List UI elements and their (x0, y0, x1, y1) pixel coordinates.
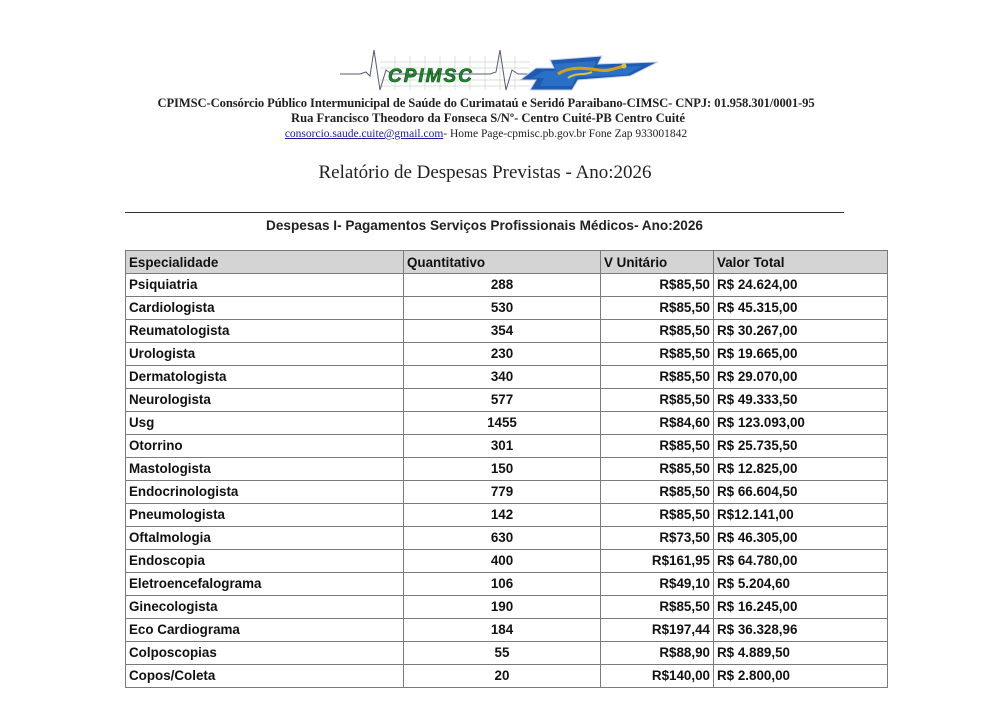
table-row (126, 320, 888, 343)
cell-quantitativo: 288 (404, 274, 601, 297)
cell-especialidade: Endoscopia (126, 550, 404, 573)
column-header-especialidade: Especialidade (126, 251, 404, 274)
table-row (126, 550, 888, 573)
cell-especialidade: Endocrinologista (126, 481, 404, 504)
column-header-valor-total: Valor Total (714, 251, 888, 274)
table-row (126, 297, 888, 320)
cell-v-unitario: R$88,90 (601, 642, 714, 665)
cell-v-unitario: R$49,10 (601, 573, 714, 596)
cell-v-unitario: R$84,60 (601, 412, 714, 435)
cell-especialidade: Reumatologista (126, 320, 404, 343)
cell-valor-total: R$ 12.825,00 (714, 458, 888, 481)
table-row (126, 527, 888, 550)
report-title: Relatório de Despesas Previstas - Ano:2026 (318, 162, 652, 183)
cell-valor-total: R$ 2.800,00 (714, 665, 888, 688)
cell-quantitativo: 142 (404, 504, 601, 527)
cell-quantitativo: 150 (404, 458, 601, 481)
organization-header (0, 95, 1000, 142)
cell-especialidade: Mastologista (126, 458, 404, 481)
cell-quantitativo: 230 (404, 343, 601, 366)
contact-details: - Home Page-cpmisc.pb.gov.br Fone Zap 933001842 (443, 128, 688, 140)
table-row (126, 596, 888, 619)
cell-valor-total: R$ 46.305,00 (714, 527, 888, 550)
cell-v-unitario: R$140,00 (601, 665, 714, 688)
cell-valor-total: R$ 16.245,00 (714, 596, 888, 619)
cell-valor-total: R$ 25.735,50 (714, 435, 888, 458)
table-row (126, 504, 888, 527)
cell-valor-total: R$ 36.328,96 (714, 619, 888, 642)
email-link[interactable]: consorcio.saude.cuite@gmail.com (284, 128, 444, 140)
cell-valor-total: R$12.141,00 (714, 504, 888, 527)
divider (125, 212, 844, 213)
cell-v-unitario: R$85,50 (601, 366, 714, 389)
organization-name: CPIMSC-Consórcio Público Intermunicipal de Saúde do Curimataú e Seridó Paraibano-CIMSC- CNPJ: 01.958.301/0001-95 (157, 96, 815, 110)
cell-quantitativo: 400 (404, 550, 601, 573)
column-header-v-unitario: V Unitário (601, 251, 714, 274)
table-row (126, 619, 888, 642)
organization-contact (0, 126, 986, 142)
cell-especialidade: Neurologista (126, 389, 404, 412)
cell-valor-total: R$ 123.093,00 (714, 412, 888, 435)
cell-v-unitario: R$85,50 (601, 596, 714, 619)
cell-especialidade: Usg (126, 412, 404, 435)
cell-especialidade: Dermatologista (126, 366, 404, 389)
cell-quantitativo: 340 (404, 366, 601, 389)
cell-quantitativo: 630 (404, 527, 601, 550)
cell-especialidade: Oftalmologia (126, 527, 404, 550)
cell-v-unitario: R$85,50 (601, 320, 714, 343)
cell-valor-total: R$ 5.204,60 (714, 573, 888, 596)
logo-graphic-icon (340, 46, 665, 94)
cell-valor-total: R$ 66.604,50 (714, 481, 888, 504)
section-title: Despesas I- Pagamentos Serviços Profissionais Médicos- Ano:2026 (266, 218, 703, 233)
organization-address: Rua Francisco Theodoro da Fonseca S/Nº- Centro Cuité-PB Centro Cuité (291, 111, 685, 125)
cell-especialidade: Cardiologista (126, 297, 404, 320)
cell-quantitativo: 184 (404, 619, 601, 642)
table-row (126, 481, 888, 504)
cell-v-unitario: R$85,50 (601, 481, 714, 504)
cell-especialidade: Colposcopias (126, 642, 404, 665)
cell-especialidade: Psiquiatria (126, 274, 404, 297)
cell-v-unitario: R$85,50 (601, 389, 714, 412)
cell-v-unitario: R$85,50 (601, 458, 714, 481)
cell-quantitativo: 779 (404, 481, 601, 504)
cell-especialidade: Pneumologista (126, 504, 404, 527)
cell-valor-total: R$ 24.624,00 (714, 274, 888, 297)
table-row (126, 343, 888, 366)
cell-v-unitario: R$197,44 (601, 619, 714, 642)
svg-text:CPIMSC: CPIMSC (388, 66, 474, 87)
cell-quantitativo: 577 (404, 389, 601, 412)
cell-valor-total: R$ 19.665,00 (714, 343, 888, 366)
cell-especialidade: Copos/Coleta (126, 665, 404, 688)
table-row (126, 366, 888, 389)
cell-valor-total: R$ 64.780,00 (714, 550, 888, 573)
cell-quantitativo: 301 (404, 435, 601, 458)
table-row (126, 665, 888, 688)
table-row (126, 389, 888, 412)
table-row (126, 573, 888, 596)
cell-v-unitario: R$85,50 (601, 343, 714, 366)
cell-quantitativo: 20 (404, 665, 601, 688)
column-header-quantitativo: Quantitativo (404, 251, 601, 274)
table-row (126, 642, 888, 665)
cell-quantitativo: 55 (404, 642, 601, 665)
cell-valor-total: R$ 29.070,00 (714, 366, 888, 389)
cell-especialidade: Urologista (126, 343, 404, 366)
cell-especialidade: Ginecologista (126, 596, 404, 619)
cell-v-unitario: R$85,50 (601, 297, 714, 320)
cell-v-unitario: R$73,50 (601, 527, 714, 550)
cell-v-unitario: R$85,50 (601, 274, 714, 297)
cell-quantitativo: 354 (404, 320, 601, 343)
cell-quantitativo: 1455 (404, 412, 601, 435)
cell-especialidade: Eletroencefalograma (126, 573, 404, 596)
cell-quantitativo: 530 (404, 297, 601, 320)
cell-v-unitario: R$85,50 (601, 435, 714, 458)
cell-valor-total: R$ 49.333,50 (714, 389, 888, 412)
cell-v-unitario: R$85,50 (601, 504, 714, 527)
table-row (126, 435, 888, 458)
cell-valor-total: R$ 4.889,50 (714, 642, 888, 665)
table-row (126, 458, 888, 481)
cell-especialidade: Otorrino (126, 435, 404, 458)
cell-quantitativo: 190 (404, 596, 601, 619)
cell-v-unitario: R$161,95 (601, 550, 714, 573)
cpimsc-logo (340, 46, 665, 94)
table-row (126, 412, 888, 435)
cell-especialidade: Eco Cardiograma (126, 619, 404, 642)
table-row (126, 274, 888, 297)
cell-quantitativo: 106 (404, 573, 601, 596)
cell-valor-total: R$ 30.267,00 (714, 320, 888, 343)
expenses-table (125, 250, 888, 688)
table-header-row (126, 251, 888, 274)
cell-valor-total: R$ 45.315,00 (714, 297, 888, 320)
